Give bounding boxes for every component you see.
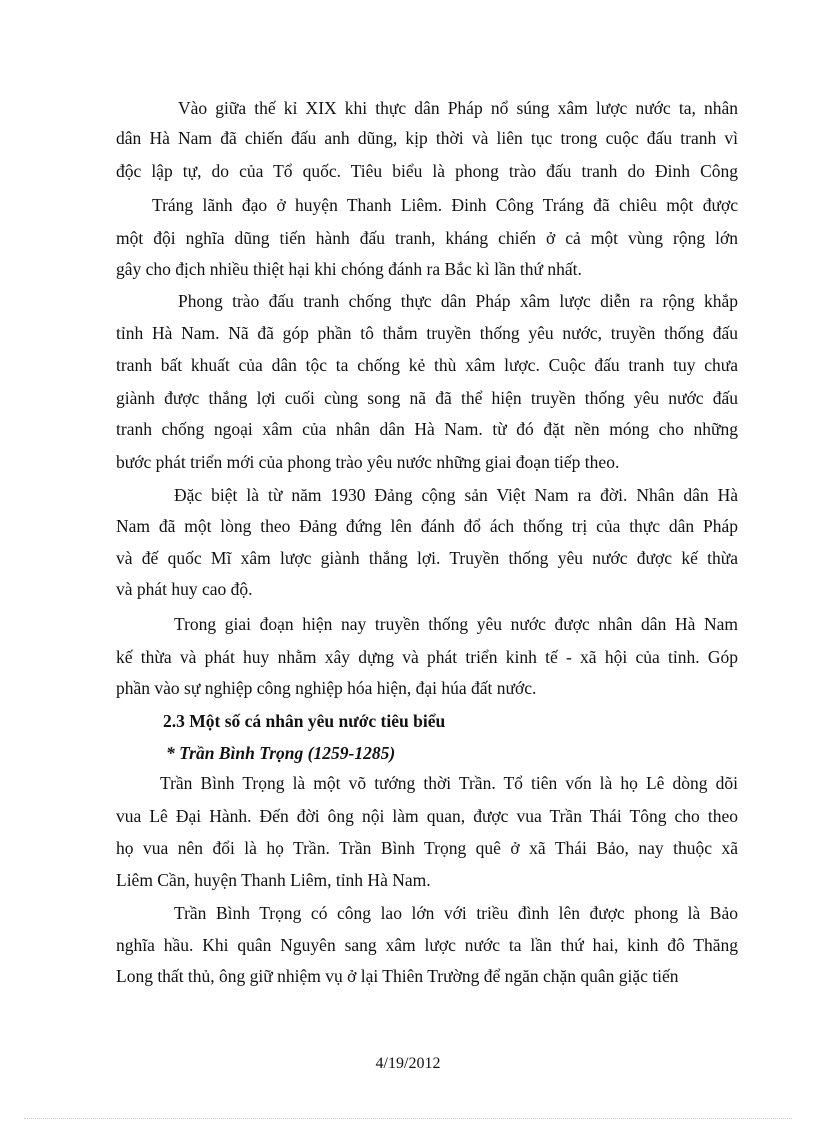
footer-date: 4/19/2012 [375,1055,441,1072]
text-line: tỉnh Hà Nam. Nã đã góp phần tô thắm truyền thống yêu nước, truyền thống đấu [116,323,738,343]
text-line: và đế quốc Mĩ xâm lược giành thắng lợi. Truyền thống yêu nước được kế thừa [116,548,738,568]
section-heading: 2.3 Một số cá nhân yêu nước tiêu biểu [163,711,446,731]
footer-divider [24,1118,792,1119]
text-line: họ vua nên đổi là họ Trần. Trần Bình Trọng quê ở xã Thái Bảo, nay thuộc xã [116,838,738,858]
text-line: Phong trào đấu tranh chống thực dân Pháp xâm lược diễn ra rộng khắp [178,291,738,311]
text-line: Đặc biệt là từ năm 1930 Đảng cộng sản Việt Nam ra đời. Nhân dân Hà [174,485,738,505]
text-line: phần vào sự nghiệp công nghiệp hóa hiện, đại húa đất nước. [116,678,537,698]
subheading: * Trần Bình Trọng (1259-1285) [166,743,396,763]
text-line: vua Lê Đại Hành. Đến đời ông nội làm quan, được vua Trần Thái Tông cho theo [116,806,738,826]
text-line: kế thừa và phát huy nhằm xây dựng và phát triển kinh tế - xã hội của tỉnh. Góp [116,647,738,667]
text-line: và phát huy cao độ. [116,579,253,599]
text-line: gây cho địch nhiều thiệt hại khi chóng đánh ra Bắc kì lần thứ nhất. [116,259,582,279]
text-line: giành được thắng lợi cuối cùng song nã đã thể hiện truyền thống yêu nước đấu [116,388,738,408]
text-line: Tráng lãnh đạo ở huyện Thanh Liêm. Đinh Công Tráng đã chiêu một được [152,195,738,215]
text-line: một đội nghĩa dũng tiến hành đấu tranh, kháng chiến ở cả một vùng rộng lớn [116,228,738,248]
text-line: tranh bất khuất của dân tộc ta chống kẻ thù xâm lược. Cuộc đấu tranh tuy chưa [116,355,738,375]
text-line: Trần Bình Trọng có công lao lớn với triều đình lên được phong là Bảo [174,903,738,923]
text-line: dân Hà Nam đã chiến đấu anh dũng, kịp thời và liên tục trong cuộc đấu tranh vì [116,128,738,148]
text-line: Liêm Cần, huyện Thanh Liêm, tỉnh Hà Nam. [116,870,431,890]
text-line: nghĩa hầu. Khi quân Nguyên sang xâm lược nước ta lần thứ hai, kinh đô Thăng [116,935,738,955]
text-line: Vào giữa thế kỉ XIX khi thực dân Pháp nổ súng xâm lược nước ta, nhân [178,98,738,118]
text-line: Long thất thủ, ông giữ nhiệm vụ ở lại Thiên Trường để ngăn chặn quân giặc tiến [116,966,679,986]
text-line: độc lập tự, do của Tổ quốc. Tiêu biểu là phong trào đấu tranh do Đinh Công [116,161,738,181]
text-line: bước phát triển mới của phong trào yêu nước những giai đoạn tiếp theo. [116,452,620,472]
text-line: Trong giai đoạn hiện nay truyền thống yêu nước được nhân dân Hà Nam [174,614,738,634]
text-line: Nam đã một lòng theo Đảng đứng lên đánh đổ ách thống trị của thực dân Pháp [116,516,738,536]
text-line: Trần Bình Trọng là một võ tướng thời Trần. Tổ tiên vốn là họ Lê dòng dõi [160,773,738,793]
text-line: tranh chống ngoại xâm của nhân dân Hà Nam. từ đó đặt nền móng cho những [116,419,738,439]
